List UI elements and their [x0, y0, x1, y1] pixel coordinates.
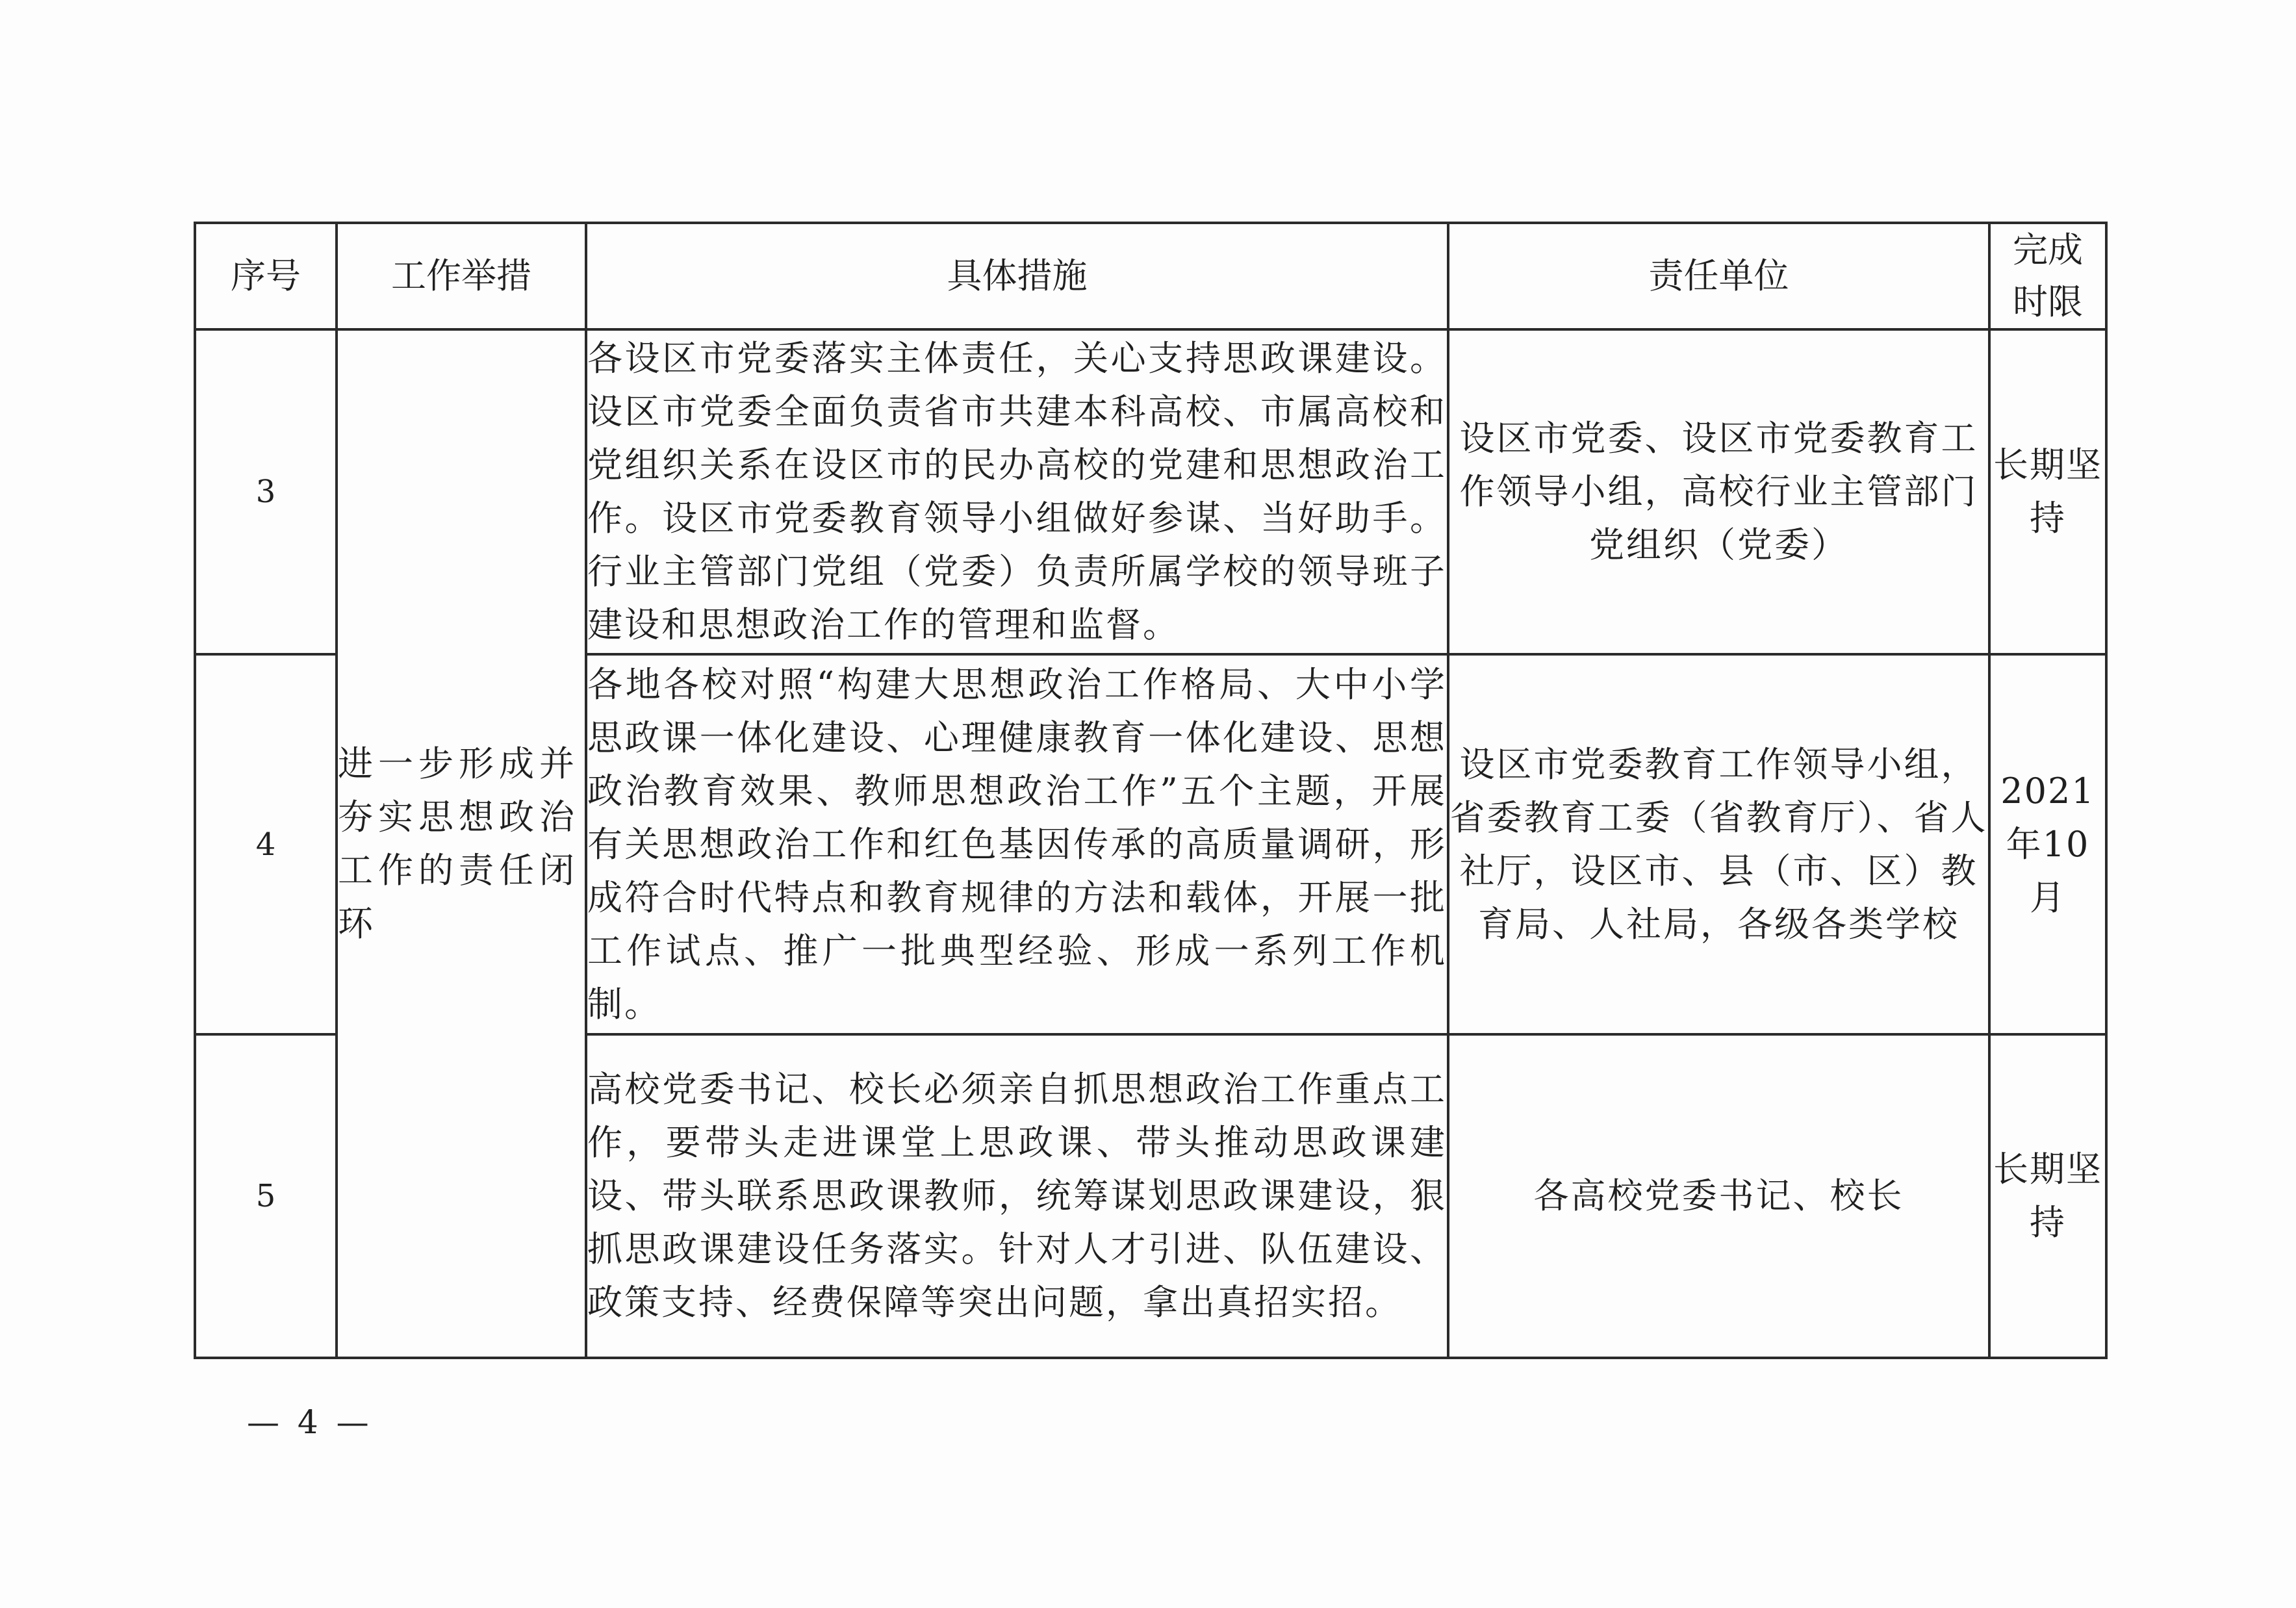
row-unit: 设区市党委教育工作领导小组，省委教育工委（省教育厅）、省人社厅，设区市、县（市、区）教育局、人社局，各级各类学校	[1448, 654, 1989, 1034]
table-row	[195, 329, 2106, 654]
header-deadline	[1989, 223, 2106, 329]
measures-table	[194, 222, 2108, 1359]
page-number: — 4 —	[247, 1403, 373, 1441]
row-seq: 5	[195, 1034, 337, 1358]
row-deadline: 长期坚持	[1989, 1034, 2106, 1358]
row-deadline: 2021年10月	[1989, 654, 2106, 1034]
row-seq: 3	[195, 329, 337, 654]
header-seq: 序号	[195, 223, 337, 329]
table-header-row	[195, 223, 2106, 329]
work-measure-cell: 进一步形成并夯实思想政治工作的责任闭环	[337, 329, 586, 1358]
row-unit: 各高校党委书记、校长	[1448, 1034, 1989, 1358]
header-detail: 具体措施	[586, 223, 1448, 329]
header-measure: 工作举措	[337, 223, 586, 329]
row-detail: 各设区市党委落实主体责任，关心支持思政课建设。设区市党委全面负责省市共建本科高校、市属高校和党组织关系在设区市的民办高校的党建和思想政治工作。设区市党委教育领导小组做好参谋、当好助手。行业主管部门党组（党委）负责所属学校的领导班子建设和思想政治工作的管理和监督。	[586, 329, 1448, 654]
header-deadline-line2: 时限	[2013, 281, 2083, 322]
row-deadline: 长期坚持	[1989, 329, 2106, 654]
row-unit: 设区市党委、设区市党委教育工作领导小组，高校行业主管部门党组织（党委）	[1448, 329, 1989, 654]
row-seq: 4	[195, 654, 337, 1034]
header-unit: 责任单位	[1448, 223, 1989, 329]
row-detail: 各地各校对照“构建大思想政治工作格局、大中小学思政课一体化建设、心理健康教育一体化建设、思想政治教育效果、教师思想政治工作”五个主题，开展有关思想政治工作和红色基因传承的高质量调研，形成符合时代特点和教育规律的方法和载体，开展一批工作试点、推广一批典型经验、形成一系列工作机制。	[586, 654, 1448, 1034]
row-detail: 高校党委书记、校长必须亲自抓思想政治工作重点工作，要带头走进课堂上思政课、带头推动思政课建设、带头联系思政课教师，统筹谋划思政课建设，狠抓思政课建设任务落实。针对人才引进、队伍建设、政策支持、经费保障等突出问题，拿出真招实招。	[586, 1034, 1448, 1358]
header-deadline-line1: 完成	[2013, 229, 2083, 270]
